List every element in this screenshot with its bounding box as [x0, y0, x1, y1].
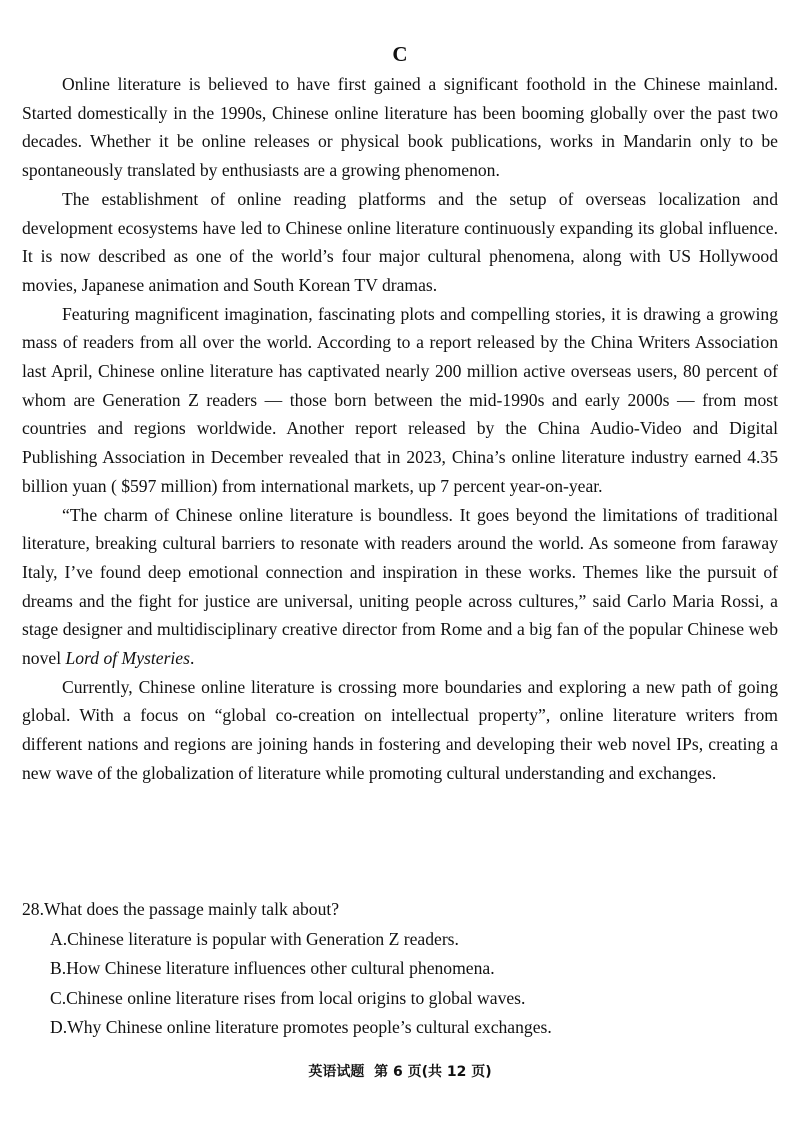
footer-page-number: 第 6 页(共 12 页) — [374, 1064, 492, 1080]
answer-options — [22, 925, 778, 1043]
section-title: C — [392, 42, 408, 66]
answer-option[interactable] — [50, 925, 778, 955]
option-text: How Chinese literature influences other cultural phenomena. — [66, 958, 495, 978]
paragraph-text: “The charm of Chinese online literature is boundless. It goes beyond the limitations of traditional literature, breaking cultural barriers to resonate with readers around the world. As someone from faraway Italy, I’ve found deep emotional connection and inspiration in these works. Themes like the pursuit of dreams and the fight for justice are universal, uniting people across cultures,” said Carlo Maria Rossi, a stage designer and multidisciplinary creative director from Rome and a big fan of the popular Chinese web novel — [22, 504, 778, 669]
option-letter: B. — [50, 958, 67, 978]
option-text: Why Chinese online literature promotes people’s cultural exchanges. — [67, 1017, 552, 1037]
paragraph-text: The establishment of online reading platforms and the setup of overseas localization and development ecosystems have led to Chinese online literature continuously expanding its global influence. It is now described as one of the world’s four major cultural phenomena, along with US Hollywood movies, Japanese animation and South Korean TV dramas. — [22, 188, 778, 295]
option-letter: C. — [50, 987, 67, 1008]
paragraph-text: . — [189, 648, 195, 669]
question-stem — [22, 895, 778, 925]
passage-paragraph — [22, 501, 778, 673]
answer-option[interactable] — [50, 954, 778, 984]
paragraph-text: Featuring magnificent imagination, fascinating plots and compelling stories, it is drawing a growing mass of readers from all over the world. According to a report released by the China Writers Association last April, Chinese online literature has captivated nearly 200 million active overseas users, 80 percent of whom are Generation Z readers — those born between the mid-1990s and early 2000s — from most countries and regions worldwide. Another report released by the China Audio-Video and Digital Publishing Association in December revealed that in 2023, China’s online literature industry earned 4.35 billion yuan ( $597 million) from international markets, up 7 percent year-on-year. — [22, 303, 778, 496]
question-text: What does the passage mainly talk about? — [44, 899, 340, 919]
passage-paragraph — [22, 673, 778, 788]
question-number: 28. — [22, 899, 44, 919]
passage-paragraph — [22, 300, 778, 501]
reading-passage — [22, 70, 778, 788]
question-28 — [22, 895, 778, 1043]
option-letter: A. — [50, 928, 68, 949]
footer-subject: 英语试题 — [308, 1064, 365, 1080]
answer-option[interactable] — [50, 984, 778, 1014]
passage-paragraph — [22, 185, 778, 300]
paragraph-text: Online literature is believed to have first gained a significant foothold in the Chinese mainland. Started domestically in the 1990s, Chinese online literature has been booming globally over the past two decades. Whether it be online releases or physical book publications, works in Mandarin only to be spontaneously translated by enthusiasts are a growing phenomenon. — [22, 74, 778, 181]
option-text: Chinese literature is popular with Generation Z readers. — [67, 928, 459, 949]
novel-title: Lord of Mysteries — [65, 648, 190, 669]
page-footer — [0, 1062, 800, 1082]
passage-paragraph — [22, 70, 778, 185]
answer-option[interactable] — [50, 1013, 778, 1043]
option-letter: D. — [50, 1017, 68, 1037]
paragraph-text: Currently, Chinese online literature is crossing more boundaries and exploring a new path of going global. With a focus on “global co-creation on intellectual property”, online literature writers from different nations and regions are joining hands in fostering and developing their web novel IPs, creating a new wave of the globalization of literature while promoting cultural understanding and exchanges. — [22, 676, 778, 783]
option-text: Chinese online literature rises from local origins to global waves. — [66, 987, 526, 1008]
